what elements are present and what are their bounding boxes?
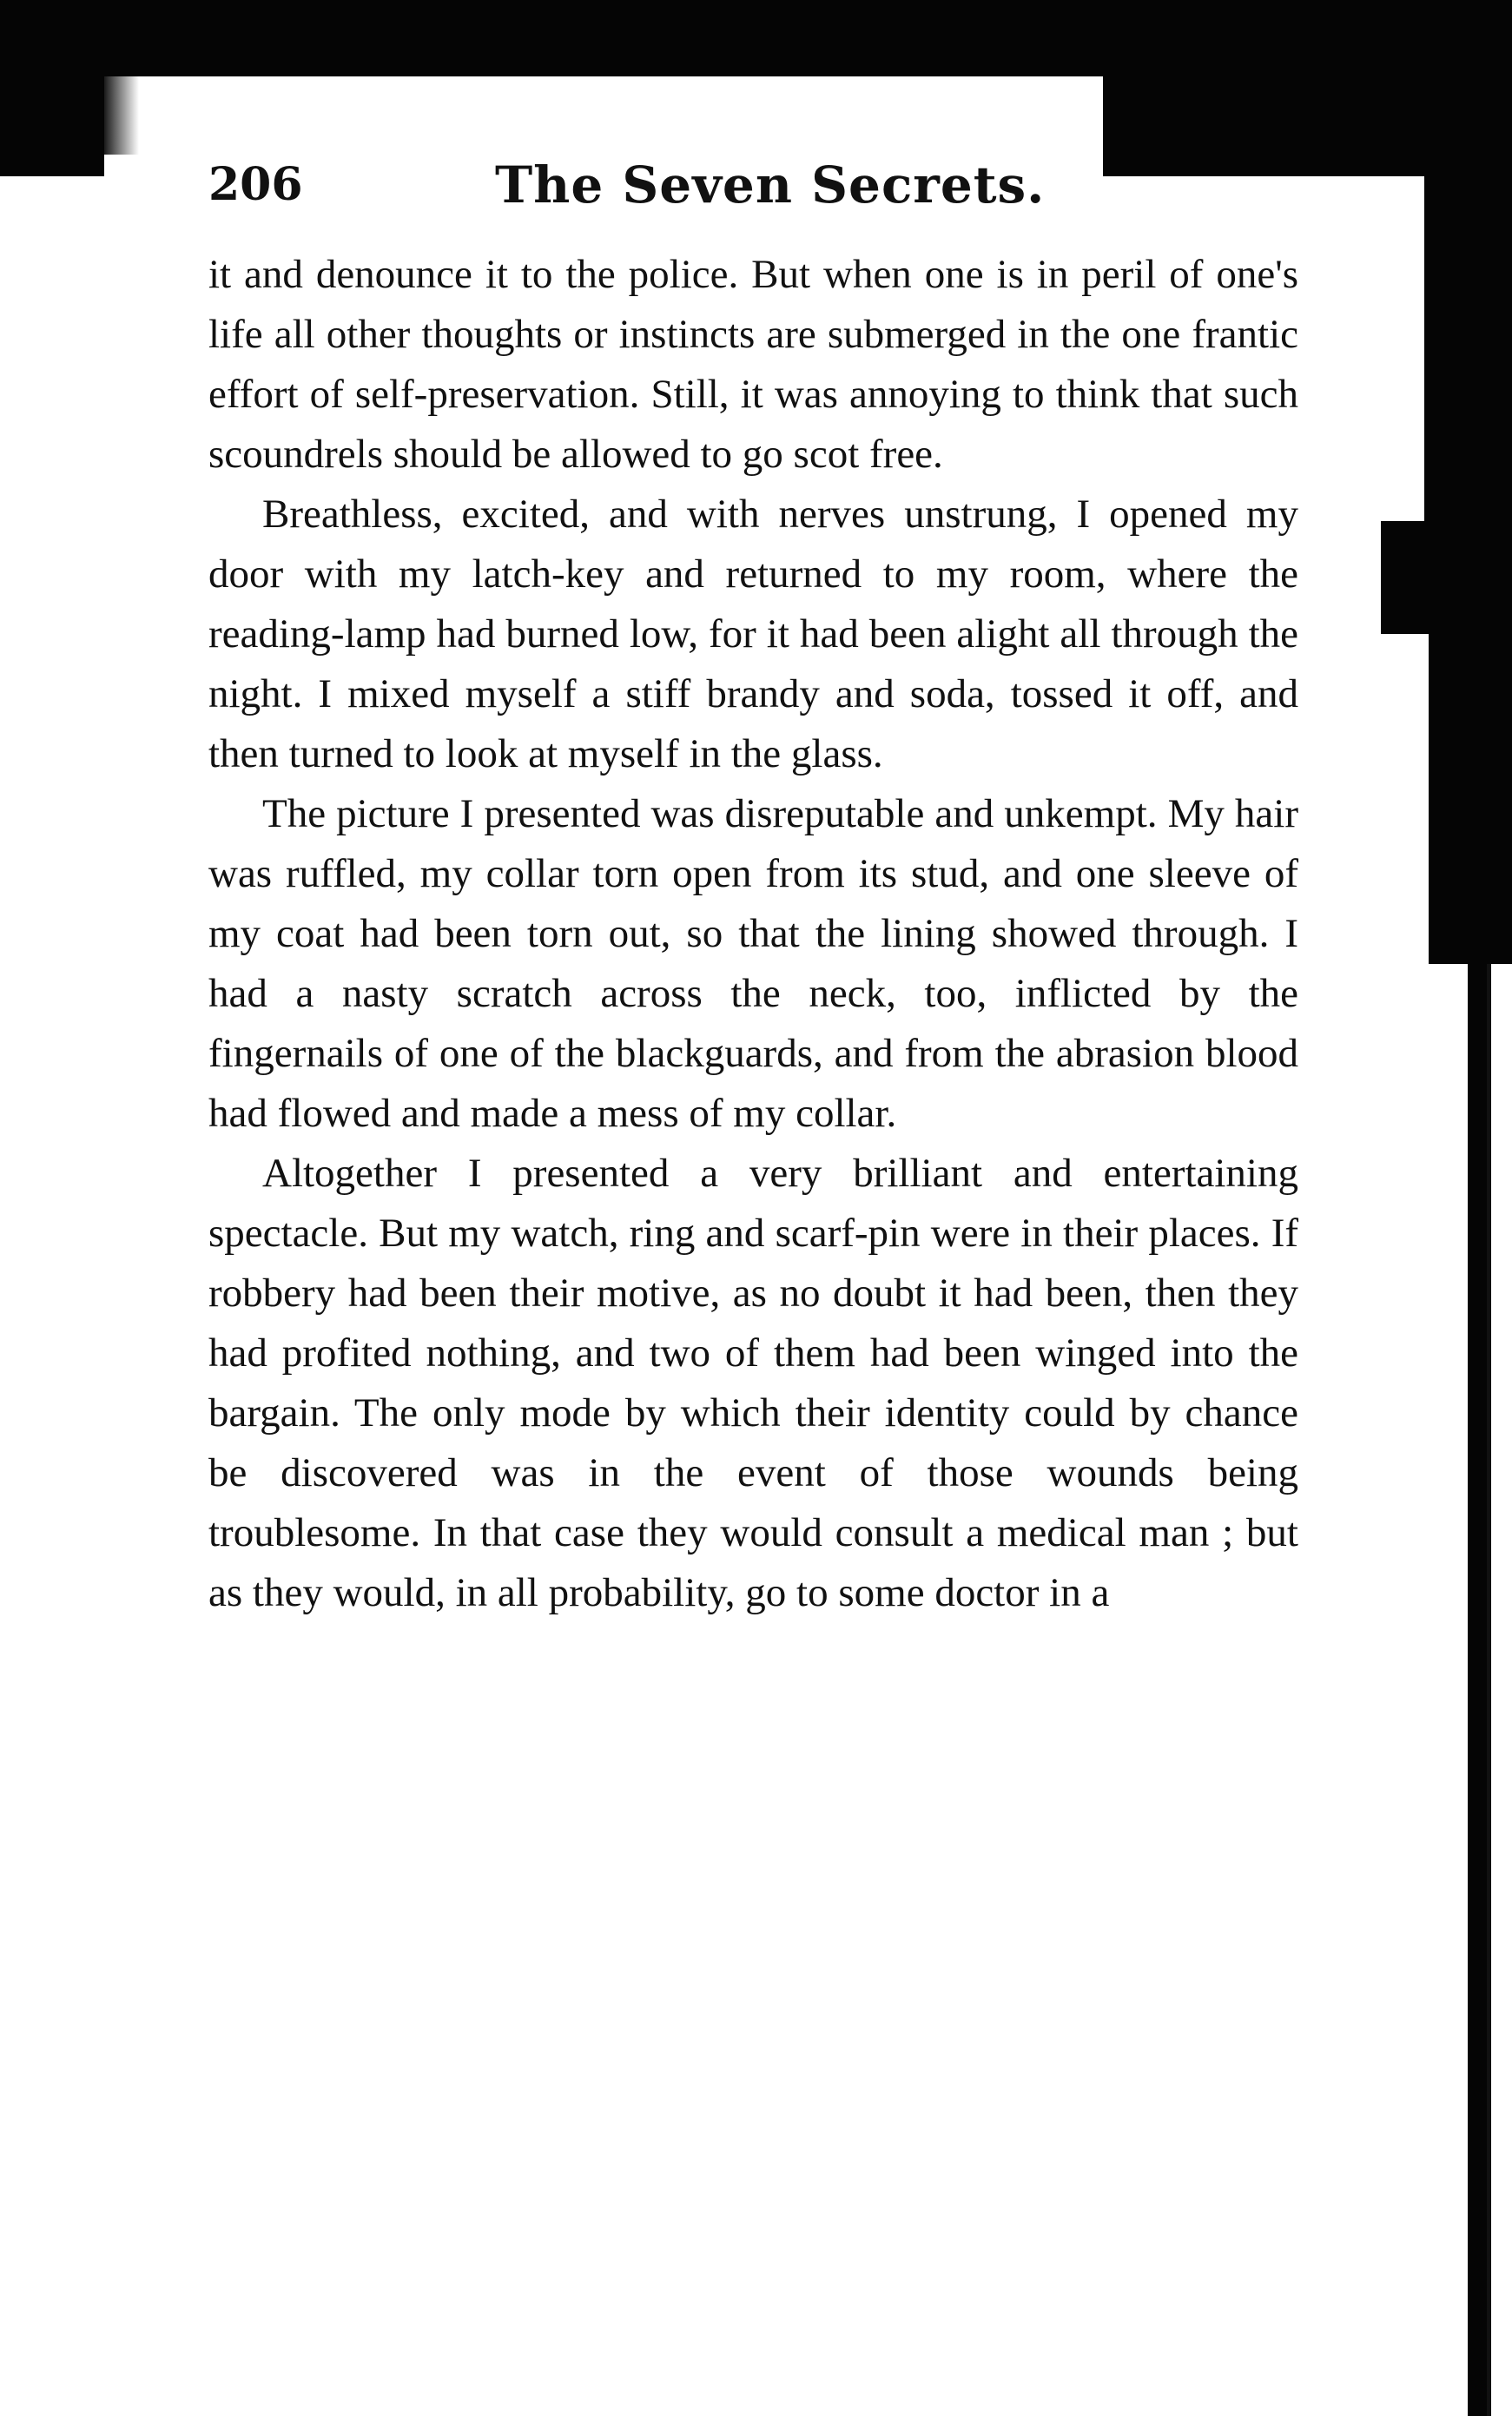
- scan-border-right-block: [1424, 174, 1512, 521]
- paragraph: The picture I presented was disreputable and unkempt. My hair was ruffled, my collar torn open from its stud, and one sleeve of my coat had been torn out, so that the lining showed through. I had a nasty scratch across the neck, too, inflicted by the fingernails of one of the blackguards, and from the abrasion blood had flowed and made a mess of my collar.: [208, 791, 1298, 1136]
- scan-border-top: [0, 0, 1512, 76]
- body-text: [208, 245, 1298, 1623]
- scan-border-right-block: [1381, 521, 1512, 634]
- scan-border-top-left: [0, 76, 104, 176]
- page-number: 206: [208, 158, 303, 211]
- running-title: The Seven Secrets.: [495, 155, 1046, 215]
- scan-border-top-left-fade: [104, 76, 139, 155]
- scan-border-right-edge-line: [1487, 964, 1512, 2416]
- paragraph: Altogether I presented a very brilliant and entertaining spectacle. But my watch, ring and scarf-pin were in their places. If robbery had been their motive, as no doubt it had been, then they had profited nothing, and two of them had been winged into the bargain. The only mode by which their identity could by chance be discovered was in the event of those wounds being troublesome. In that case they would consult a medical man ; but as they would, in all probability, go to some doctor in a: [208, 1151, 1298, 1615]
- page-header: [208, 155, 1303, 224]
- paragraph: it and denounce it to the police. But when one is in peril of one's life all other thoughts or instincts are submerged in the one frantic effort of self-preservation. Still, it was annoying to think that such scoundrels should be allowed to go scot free.: [208, 252, 1298, 477]
- paragraph: Breathless, excited, and with nerves unstrung, I opened my door with my latch-key and returned to my room, where the reading-lamp had burned low, for it had been alight all through the night. I mixed myself a stiff brandy and soda, tossed it off, and then turned to look at myself in the glass.: [208, 492, 1298, 776]
- scan-border-right-block: [1429, 634, 1512, 964]
